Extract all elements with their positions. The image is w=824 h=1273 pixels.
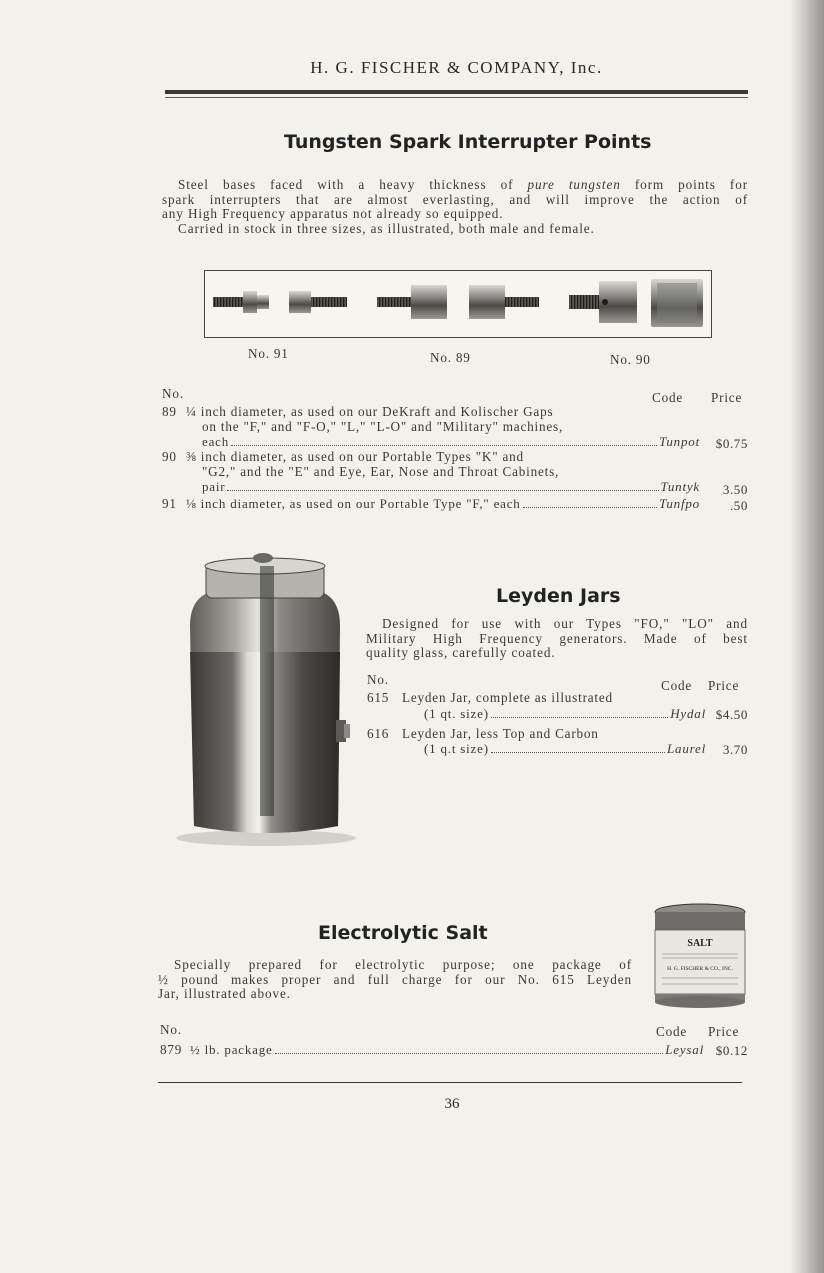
leyden-para-line3: quality glass, carefully coated. bbox=[366, 645, 556, 660]
tungsten-item-price: 3.50 bbox=[722, 482, 748, 497]
leader-dots bbox=[227, 490, 658, 491]
salt-can-illustration bbox=[652, 902, 748, 1010]
header-rule-thick bbox=[165, 90, 748, 94]
can-label: SALT bbox=[687, 938, 713, 949]
tungsten-item-line: ⅜ inch diameter, as used on our Portable Types "K" and bbox=[186, 449, 524, 464]
leyden-item-line: Leyden Jar, complete as illustrated bbox=[402, 690, 613, 705]
point-no-90-male bbox=[569, 281, 637, 323]
leyden-col-price: Price bbox=[708, 678, 740, 693]
tungsten-item-line: "G2," and the "E" and Eye, Ear, Nose and Throat Cabinets, bbox=[202, 464, 560, 479]
point-no-90-female bbox=[651, 279, 703, 327]
point-no-89-female bbox=[469, 285, 539, 319]
salt-para-line3: Jar, illustrated above. bbox=[158, 986, 291, 1001]
salt-col-price: Price bbox=[708, 1024, 740, 1039]
leyden-title: Leyden Jars bbox=[496, 585, 621, 607]
salt-para-line2: ½ pound makes proper and full charge for our No. 615 Leyden bbox=[158, 971, 632, 987]
tungsten-item-leader bbox=[202, 434, 700, 449]
leyden-item-price: $4.50 bbox=[715, 707, 748, 722]
leyden-jar-illustration bbox=[168, 548, 364, 848]
salt-item-leader bbox=[190, 1042, 704, 1057]
interrupter-points-photo bbox=[204, 270, 712, 338]
tungsten-item-price: .50 bbox=[729, 498, 748, 513]
tungsten-item-code: Tunpot bbox=[659, 434, 700, 449]
point-no-91-male bbox=[213, 291, 269, 313]
salt-description bbox=[158, 958, 632, 1002]
tungsten-para-line1: Steel bases faced with a heavy thickness of bbox=[178, 177, 514, 192]
tungsten-title: Tungsten Spark Interrupter Points bbox=[284, 131, 652, 153]
leyden-col-code: Code bbox=[661, 678, 693, 693]
leyden-item-no: 615 bbox=[367, 690, 390, 705]
leyden-item-code: Hydal bbox=[670, 706, 706, 721]
tungsten-para-italic: pure tungsten bbox=[527, 177, 621, 192]
footer-rule bbox=[158, 1082, 742, 1083]
salt-item-no: 879 bbox=[160, 1042, 183, 1057]
leyden-item-leader bbox=[424, 741, 706, 756]
tungsten-item-leader bbox=[202, 479, 700, 494]
salt-col-code: Code bbox=[656, 1024, 688, 1039]
leyden-para-line1: Designed for use with our Types "FO," "LO" and bbox=[382, 616, 748, 631]
leader-dots bbox=[491, 717, 668, 718]
tungsten-item-code: Tuntyk bbox=[660, 479, 700, 494]
tungsten-col-price: Price bbox=[711, 390, 743, 405]
leader-dots bbox=[275, 1053, 664, 1054]
tungsten-item-line: ¼ inch diameter, as used on our DeKraft and Kolischer Gaps bbox=[186, 404, 554, 419]
point-no-89-male bbox=[377, 285, 447, 319]
page-header: H. G. FISCHER & COMPANY, Inc. bbox=[310, 58, 603, 77]
tungsten-col-code: Code bbox=[652, 390, 684, 405]
point-no-91-female bbox=[289, 291, 347, 313]
tungsten-para-line4: Carried in stock in three sizes, as illustrated, both male and female. bbox=[178, 220, 595, 236]
leyden-item-no: 616 bbox=[367, 726, 390, 741]
leyden-col-no: No. bbox=[367, 672, 389, 687]
leyden-para-line2: Military High Frequency generators. Made of best bbox=[366, 630, 748, 646]
leyden-item-price: 3.70 bbox=[722, 742, 748, 757]
image-label-no-91: No. 91 bbox=[248, 346, 289, 361]
tungsten-item-no: 89 bbox=[162, 404, 177, 419]
leader-dots bbox=[491, 752, 665, 753]
tungsten-para-line2: spark interrupters that are almost everlasting, and will improve the action of bbox=[162, 191, 748, 207]
salt-title: Electrolytic Salt bbox=[318, 922, 488, 944]
salt-para-line1: Specially prepared for electrolytic purpose; one package of bbox=[174, 957, 632, 972]
tungsten-item-no: 91 bbox=[162, 496, 177, 511]
binding-shadow bbox=[790, 0, 824, 1273]
header-rule-thin bbox=[165, 97, 748, 98]
salt-item-price: $0.12 bbox=[715, 1043, 748, 1058]
leyden-item-line: (1 q.t size) bbox=[424, 741, 489, 756]
image-label-no-90: No. 90 bbox=[610, 352, 651, 367]
image-label-no-89: No. 89 bbox=[430, 350, 471, 365]
salt-item-code: Leysal bbox=[665, 1042, 704, 1057]
leyden-description bbox=[366, 617, 748, 661]
leader-dots bbox=[523, 507, 657, 508]
tungsten-item-leader bbox=[186, 496, 700, 511]
page-number: 36 bbox=[444, 1096, 460, 1112]
can-maker: H. G. FISCHER & CO., INC. bbox=[667, 966, 733, 972]
leyden-item-line: (1 qt. size) bbox=[424, 706, 489, 721]
leyden-item-line: Leyden Jar, less Top and Carbon bbox=[402, 726, 599, 741]
tungsten-item-line: on the "F," and "F-O," "L," "L-O" and "Military" machines, bbox=[202, 419, 564, 434]
tungsten-item-code: Tunfpo bbox=[659, 496, 700, 511]
salt-col-no: No. bbox=[160, 1022, 182, 1037]
tungsten-item-line: each bbox=[202, 434, 230, 449]
tungsten-item-line: pair bbox=[202, 479, 226, 494]
tungsten-item-price: $0.75 bbox=[715, 436, 748, 451]
salt-item-desc: ½ lb. package bbox=[190, 1042, 273, 1057]
tungsten-para-line3: any High Frequency apparatus not already so equipped. bbox=[162, 206, 504, 221]
tungsten-col-no: No. bbox=[162, 386, 184, 401]
interrupter-points-illustration bbox=[205, 271, 711, 337]
tungsten-item-no: 90 bbox=[162, 449, 177, 464]
tungsten-description bbox=[162, 178, 748, 236]
tungsten-para-line1-end: form points for bbox=[634, 177, 748, 192]
leyden-item-leader bbox=[424, 706, 706, 721]
leader-dots bbox=[231, 445, 657, 446]
leyden-item-code: Laurel bbox=[667, 741, 706, 756]
tungsten-item-line: ⅛ inch diameter, as used on our Portable Type "F," each bbox=[186, 496, 521, 511]
